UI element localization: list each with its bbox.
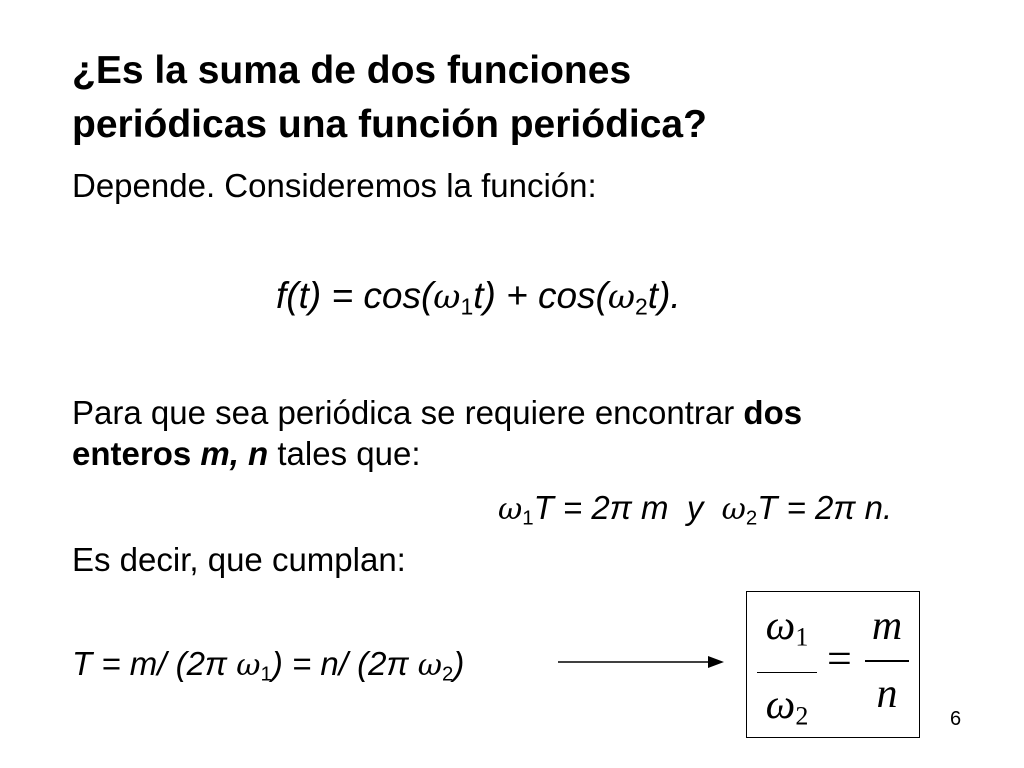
- slide-title: [72, 44, 972, 152]
- main-formula: [276, 276, 681, 326]
- condition-part-1: T = 2π m y: [533, 489, 722, 526]
- es-decir-text: Es decir, que cumplan:: [72, 541, 406, 578]
- page-number: 6: [950, 708, 962, 730]
- fraction-bar: [865, 660, 909, 662]
- fraction-numerator-m: m: [871, 603, 903, 649]
- omega-symbol: ω: [417, 648, 442, 683]
- omega-symbol: ω: [607, 277, 636, 316]
- main-formula-part-1: f(t) = cos(: [276, 275, 434, 316]
- requirement-paragraph: [72, 392, 802, 474]
- omega-subscript-1: 1: [460, 293, 474, 320]
- paragraph-bold-enteros: enteros: [72, 435, 201, 472]
- right-arrow-icon: [558, 652, 724, 672]
- period-formula-part-3: ): [453, 645, 465, 682]
- equals-sign: =: [827, 634, 852, 683]
- omega-subscript-1: 1: [260, 662, 272, 686]
- omega-subscript-1: 1: [522, 506, 534, 530]
- mn-ratio-fraction: [865, 604, 909, 716]
- omega-symbol: ω: [433, 277, 461, 316]
- period-formula-part-2: ) = n/ (2π: [271, 645, 418, 682]
- paragraph-text-1: Para que sea periódica se requiere encontrar: [72, 394, 744, 431]
- boxed-ratio-formula: [746, 591, 920, 738]
- omega-symbol: ω: [236, 648, 261, 683]
- omega-subscript-2: 2: [441, 662, 454, 686]
- condition-formula: [498, 488, 892, 539]
- omega-symbol: ω: [765, 603, 796, 649]
- omega-subscript-2: 2: [635, 293, 648, 320]
- main-formula-part-2: t) + cos(: [473, 275, 608, 316]
- fraction-denominator: [757, 683, 817, 739]
- main-formula-part-3: t).: [647, 275, 681, 316]
- fraction-denominator-n: n: [876, 670, 898, 717]
- paragraph-bold-italic-mn: m, n: [200, 435, 269, 472]
- title-line-2: periódicas una función periódica?: [72, 103, 707, 146]
- intro-text: Depende. Consideremos la función:: [72, 167, 597, 204]
- omega-symbol: ω: [721, 492, 746, 527]
- omega-ratio-fraction: [757, 604, 817, 739]
- period-formula: [72, 644, 464, 695]
- omega-subscript-1: 1: [795, 622, 809, 652]
- paragraph-text-2: tales que:: [268, 435, 421, 472]
- fraction-numerator: [757, 604, 817, 660]
- omega-subscript-2: 2: [745, 506, 758, 530]
- period-formula-part-1: T = m/ (2π: [72, 645, 237, 682]
- omega-symbol: ω: [498, 492, 523, 527]
- title-line-1: ¿Es la suma de dos funciones: [72, 49, 632, 92]
- omega-symbol: ω: [765, 682, 796, 728]
- fraction-bar: [757, 672, 817, 674]
- omega-subscript-2: 2: [795, 701, 809, 731]
- paragraph-bold-dos: dos: [743, 394, 803, 431]
- condition-part-2: T = 2π n.: [757, 489, 893, 526]
